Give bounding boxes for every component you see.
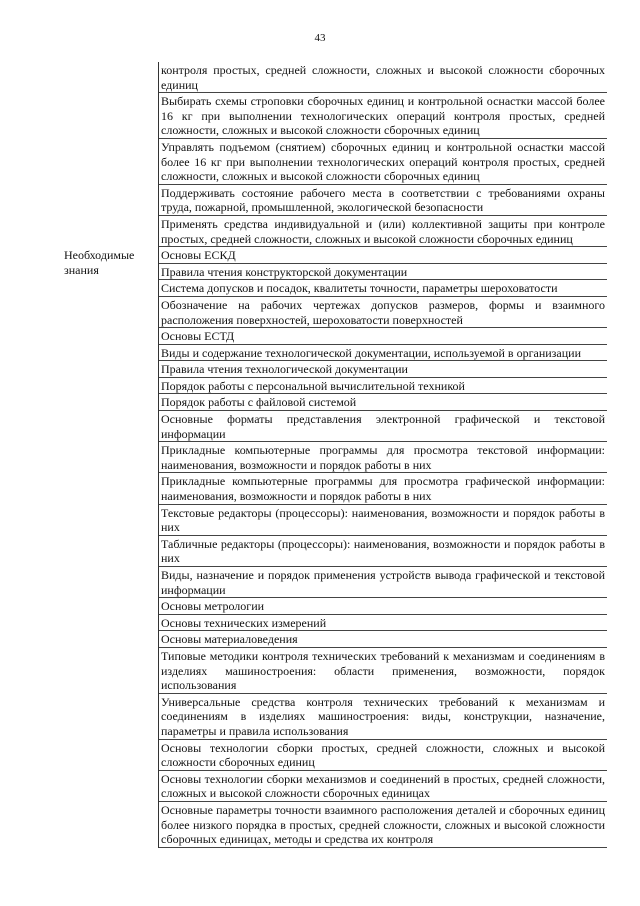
requirement-text: Поддерживать состояние рабочего места в соответствии с требованиями охраны труда, пожарной, промышленной, экологической безопасности: [159, 184, 608, 215]
requirement-text: Основные форматы представления электронной графической и текстовой информации: [159, 411, 608, 442]
requirement-text: Основы ЕСКД: [159, 247, 608, 264]
requirement-text: Правила чтения конструкторской документации: [159, 263, 608, 280]
requirement-text: Табличные редакторы (процессоры): наименования, возможности и порядок работы в них: [159, 535, 608, 566]
requirement-text: Основы технологии сборки простых, средней сложности, сложных и высокой сложности сборочных единиц: [159, 739, 608, 770]
page-number: 43: [314, 32, 326, 44]
competency-table: [62, 62, 607, 848]
requirement-text: Основы технологии сборки механизмов и соединений в простых, средней сложности, сложных и высокой сложности сборочных единицах: [159, 770, 608, 801]
requirement-text: Прикладные компьютерные программы для просмотра текстовой информации: наименования, возможности и порядок работы в них: [159, 442, 608, 473]
table-row: [62, 62, 607, 93]
requirement-text: Правила чтения технологической документации: [159, 361, 608, 378]
requirement-text: Управлять подъемом (снятием) сборочных единиц и контрольной оснастки массой более 16 кг при выполнении технологических операций контроля простых, средней сложности, сложных и высокой сложности сборочных единиц: [159, 138, 608, 184]
requirement-text: Порядок работы с персональной вычислительной техникой: [159, 377, 608, 394]
row-label-cell: [62, 62, 159, 247]
requirement-text: Основы технических измерений: [159, 614, 608, 631]
requirement-text: Применять средства индивидуальной и (или) коллективной защиты при контроле простых, средней сложности, сложных и высокой сложности сборочных единиц: [159, 215, 608, 246]
row-label-cell: Необходимые знания: [62, 247, 159, 848]
requirement-text: Выбирать схемы строповки сборочных единиц и контрольной оснастки массой более 16 кг при выполнении технологических операций контроля простых, средней сложности, сложных и высокой сложности сборочных единиц: [159, 93, 608, 139]
requirement-text: Основы метрологии: [159, 598, 608, 615]
requirement-text: Прикладные компьютерные программы для просмотра графической информации: наименования, возможности и порядок работы в них: [159, 473, 608, 504]
requirement-text: Обозначение на рабочих чертежах допусков размеров, формы и взаимного расположения поверхностей, шероховатости поверхностей: [159, 296, 608, 327]
table-row: [62, 247, 607, 264]
requirement-text: Виды и содержание технологической документации, используемой в организации: [159, 344, 608, 361]
requirement-text: контроля простых, средней сложности, сложных и высокой сложности сборочных единиц: [159, 62, 608, 93]
requirement-text: Основы ЕСТД: [159, 328, 608, 345]
requirement-text: Универсальные средства контроля технических требований к механизмам и соединениям в изделиях машиностроения: виды, конструкции, назначение, параметры и правила использования: [159, 693, 608, 739]
competency-table-body: [62, 62, 607, 847]
requirement-text: Виды, назначение и порядок применения устройств вывода графической и текстовой информации: [159, 567, 608, 598]
requirement-text: Основы материаловедения: [159, 631, 608, 648]
requirement-text: Система допусков и посадок, квалитеты точности, параметры шероховатости: [159, 280, 608, 297]
requirement-text: Порядок работы с файловой системой: [159, 394, 608, 411]
requirement-text: Текстовые редакторы (процессоры): наименования, возможности и порядок работы в них: [159, 504, 608, 535]
requirement-text: Типовые методики контроля технических требований к механизмам и соединениям в изделиях машиностроения: области применения, возможности, порядок использования: [159, 647, 608, 693]
requirement-text: Основные параметры точности взаимного расположения деталей и сборочных единиц более низкого порядка в простых, средней сложности, сложных и высокой сложности сборочных единицах, методы и средства их контроля: [159, 801, 608, 847]
